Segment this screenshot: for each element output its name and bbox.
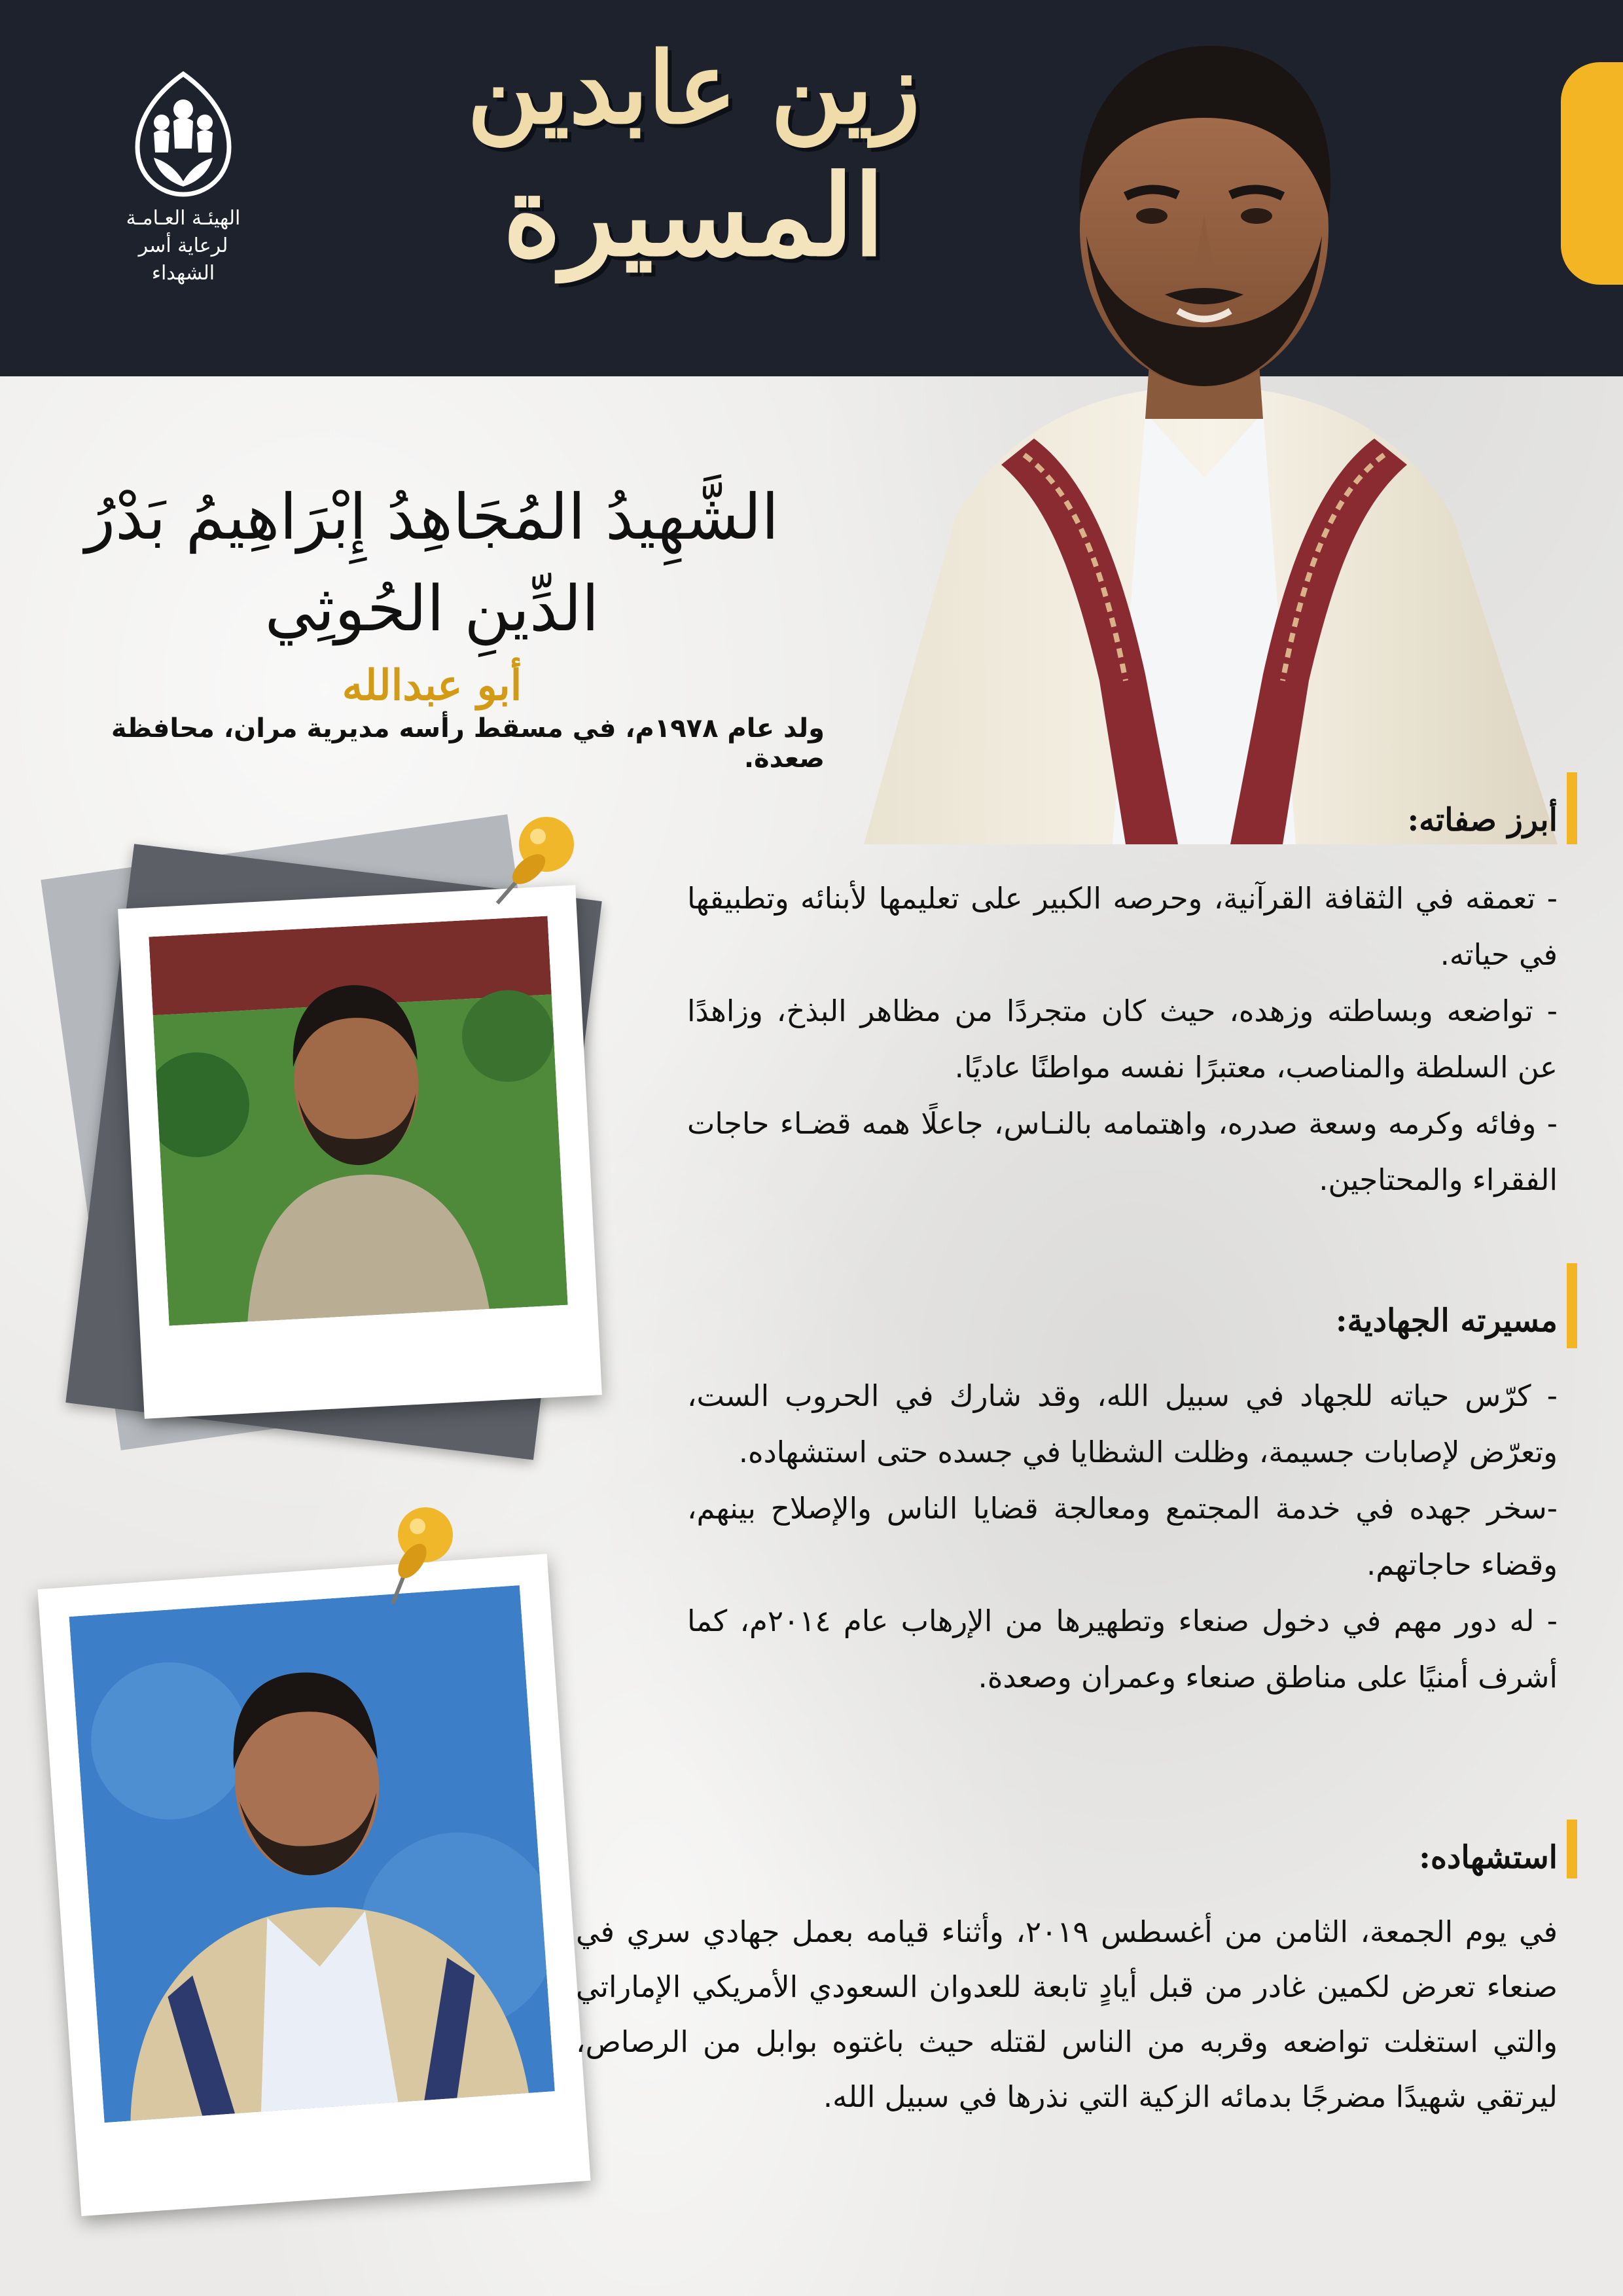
- logo-text-line1: الهيئـة العـامـة: [126, 207, 241, 230]
- jihad-item: - كرّس حياته للجهاد في سبيل الله، وقد شارك في الحروب الست، وتعرّض لإصابات جسيمة، وظلت الشظايا في جسده حتى استشهاده.: [687, 1378, 1558, 1469]
- section-marker: [1567, 772, 1577, 844]
- kunya: أبو عبدالله: [342, 661, 522, 710]
- section-marker: [1567, 1263, 1577, 1348]
- trait-item: - وفائه وكرمه وسعة صدره، واهتمامه بالنـاس، جاعلًا همه قضـاء حاجات الفقراء والمحتاجين.: [687, 1106, 1558, 1197]
- pushpin-icon: [484, 805, 589, 912]
- birth-info: ولد عام ١٩٧٨م، في مسقط رأسه مديرية مران، محافظة صعدة.: [111, 713, 825, 774]
- section-heading-jihad: مسيرته الجهادية:: [1335, 1302, 1558, 1339]
- organization-logo: [105, 69, 262, 287]
- name-block: [39, 471, 825, 710]
- traits-paragraph: [687, 870, 1558, 1208]
- martyrdom-paragraph: في يوم الجمعة، الثامن من أغسطس ٢٠١٩، وأثناء قيامه بعمل جهادي سري في صنعاء تعرض لكمين غادر من قبل أيادٍ تابعة للعدوان السعودي الأمريكي الإماراتي والتي استغلت تواضعه وقربه من الناس لقتله حيث باغتوه بوابل من الرصاص، ليرتقي شهيدًا مضرجًا بدمائه الزكية التي نذرها في سبيل الله.: [576, 1914, 1558, 2114]
- martyr-name: الشَّهِيدُ المُجَاهِدُ إِبْرَاهِيمُ بَدْرُ الدِّينِ الحُوثِي: [84, 480, 779, 645]
- title-line2: المسيرة: [503, 151, 885, 281]
- trait-item: - تعمقه في الثقافة القرآنية، وحرصه الكبير على تعليمها لأبنائه وتطبيقها في حياته.: [687, 881, 1558, 972]
- family-emblem-icon: [128, 69, 239, 200]
- photo-portrait-blue: [69, 1585, 554, 2123]
- martyr-portrait: [838, 20, 1597, 844]
- pushpin-icon: [366, 1499, 471, 1613]
- section-heading-traits: أبرز صفاته:: [1407, 802, 1558, 838]
- section-marker: [1567, 1820, 1577, 1878]
- title-line1: زين عابدين: [467, 31, 921, 146]
- jihad-paragraph: [687, 1368, 1558, 1706]
- trait-item: - تواضعه وبساطته وزهده، حيث كان متجردًا من مظاهر البذخ، وزاهدًا عن السلطة والمناصب، معتبرًا نفسه مواطنًا عاديًا.: [687, 994, 1558, 1085]
- section-heading-martyrdom: استشهاده:: [1419, 1839, 1558, 1876]
- logo-text-line2: لرعاية أسر الشهداء: [138, 234, 228, 285]
- photo-garden: [149, 916, 567, 1326]
- polaroid-photo-1: [118, 885, 602, 1419]
- jihad-item: -سخر جهده في خدمة المجتمع ومعالجة قضايا الناس والإصلاح بينهم، وقضاء حاجاتهم.: [687, 1491, 1558, 1582]
- polaroid-photo-2: [37, 1554, 590, 2216]
- jihad-item: - له دور مهم في دخول صنعاء وتطهيرها من الإرهاب عام ٢٠١٤م، كما أشرف أمنيًا على مناطق صنعاء وعمران وصعدة.: [687, 1604, 1558, 1695]
